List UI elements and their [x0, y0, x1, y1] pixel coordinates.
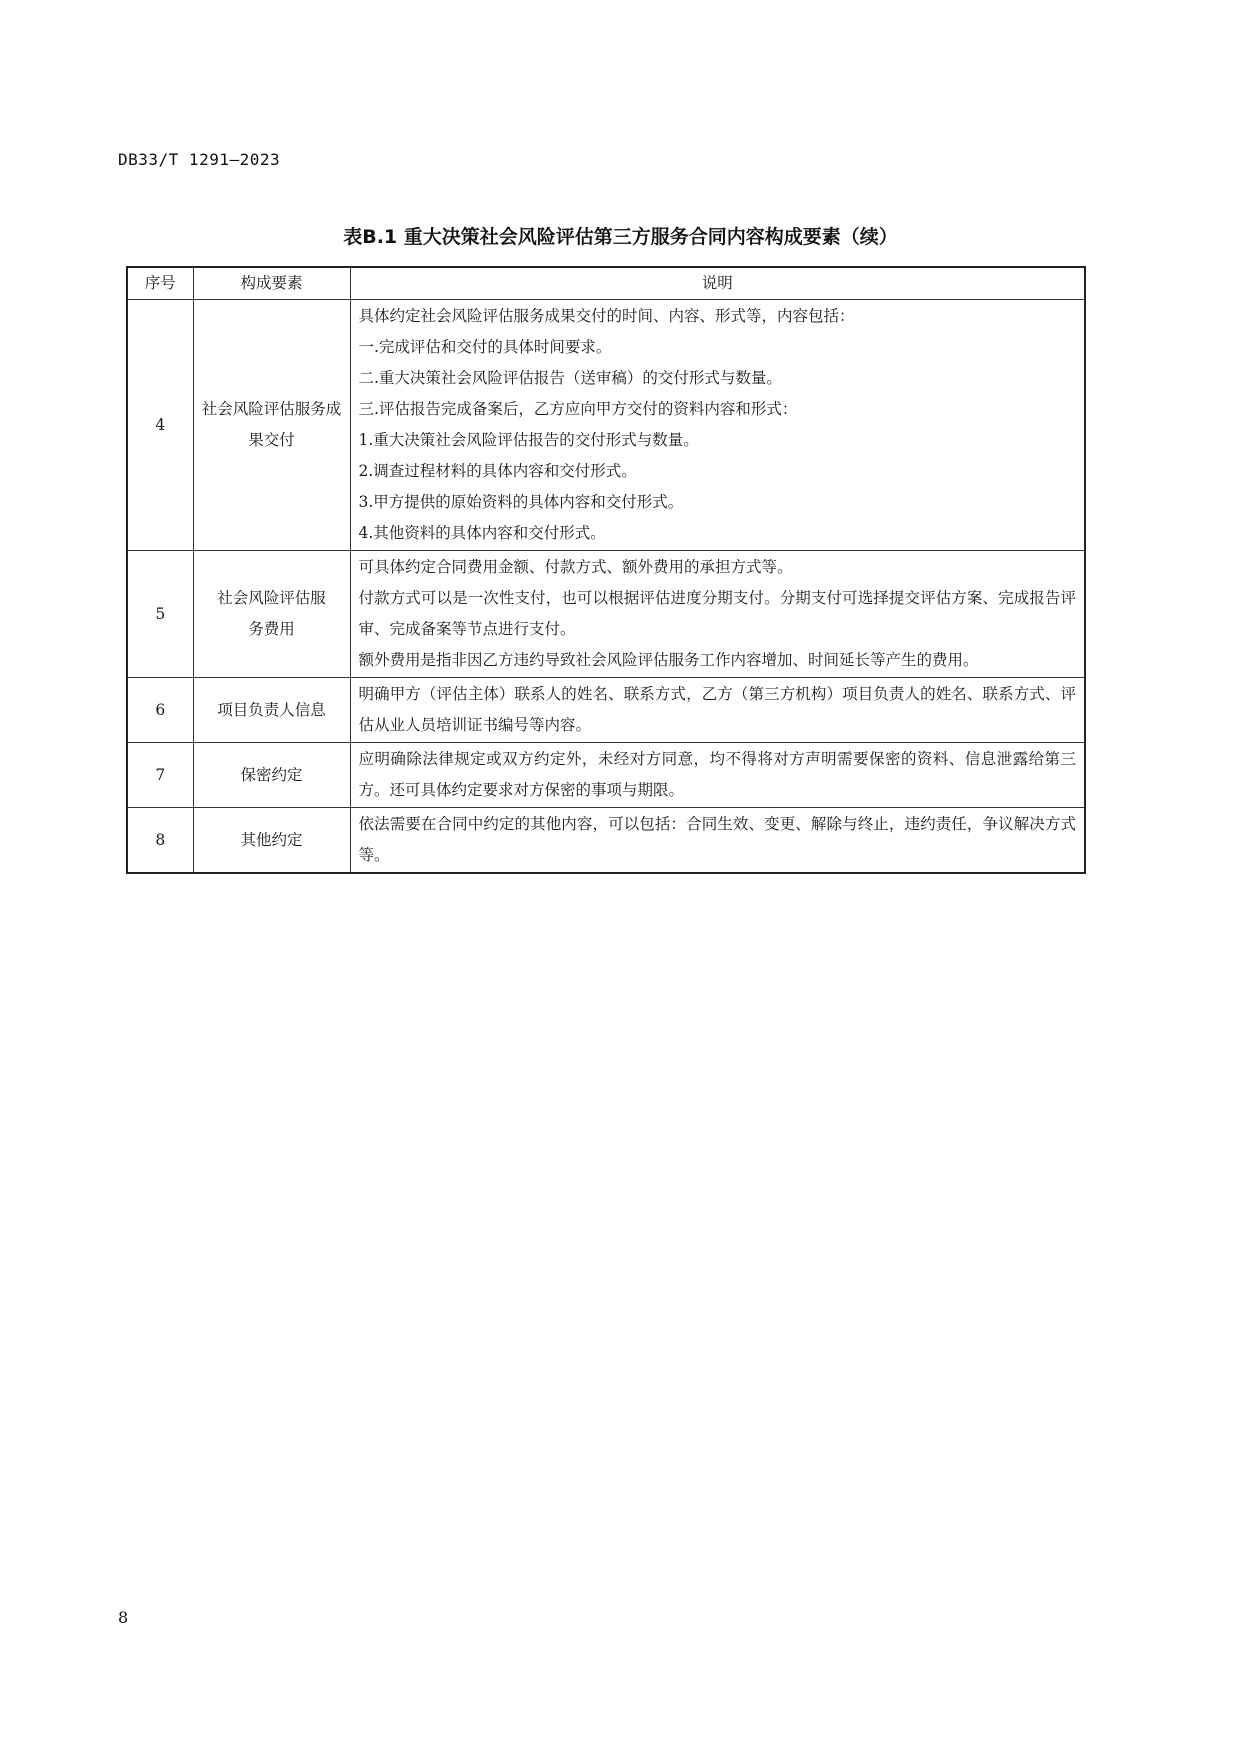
row-description: [350, 678, 1085, 743]
table-title: 表B.1 重大决策社会风险评估第三方服务合同内容构成要素（续）: [343, 226, 898, 248]
row-description: [350, 300, 1085, 551]
description-line: 三.评估报告完成备案后，乙方应向甲方交付的资料内容和形式：: [358, 400, 798, 418]
table-header-row: [127, 267, 1085, 300]
row-number: 6: [127, 678, 193, 743]
description-line: 付款方式可以是一次性支付，也可以根据评估进度分期支付。分期支付可选择提交评估方案、完成报告评审、完成备案等节点进行支付。: [358, 589, 1076, 638]
description-line: 2.调查过程材料的具体内容和交付形式。: [358, 462, 637, 480]
table-row: [127, 300, 1085, 551]
row-description: [350, 808, 1085, 874]
description-line: 依法需要在合同中约定的其他内容，可以包括：合同生效、变更、解除与终止，违约责任，争议解决方式等。: [358, 815, 1076, 864]
row-number: 4: [127, 300, 193, 551]
description-line: 3.甲方提供的原始资料的具体内容和交付形式。: [358, 493, 684, 511]
row-element: 社会风险评估服务费用: [193, 551, 350, 678]
description-line: 具体约定社会风险评估服务成果交付的时间、内容、形式等，内容包括：: [358, 307, 855, 325]
description-line: 可具体约定合同费用金额、付款方式、额外费用的承担方式等。: [358, 558, 793, 576]
table-row: [127, 743, 1085, 808]
row-element: 项目负责人信息: [193, 678, 350, 743]
description-line: 一.完成评估和交付的具体时间要求。: [358, 338, 612, 356]
table-row: [127, 808, 1085, 874]
row-element: 其他约定: [193, 808, 350, 874]
table-row: [127, 678, 1085, 743]
description-line: 应明确除法律规定或双方约定外，未经对方同意，均不得将对方声明需要保密的资料、信息泄露给第三方。还可具体约定要求对方保密的事项与期限。: [358, 750, 1076, 799]
row-number: 5: [127, 551, 193, 678]
row-element: 社会风险评估服务成果交付: [193, 300, 350, 551]
column-header-element: 构成要素: [193, 267, 350, 300]
row-description: [350, 551, 1085, 678]
page-number: 8: [118, 1608, 129, 1627]
row-element: 保密约定: [193, 743, 350, 808]
row-number: 7: [127, 743, 193, 808]
description-line: 1.重大决策社会风险评估报告的交付形式与数量。: [358, 431, 699, 449]
description-line: 明确甲方（评估主体）联系人的姓名、联系方式，乙方（第三方机构）项目负责人的姓名、联系方式、评估从业人员培训证书编号等内容。: [358, 685, 1076, 734]
column-header-number: 序号: [127, 267, 193, 300]
contract-elements-table: [126, 266, 1086, 874]
description-line: 额外费用是指非因乙方违约导致社会风险评估服务工作内容增加、时间延长等产生的费用。: [358, 651, 979, 669]
table-row: [127, 551, 1085, 678]
description-line: 4.其他资料的具体内容和交付形式。: [358, 524, 606, 542]
column-header-description: 说明: [350, 267, 1085, 300]
row-description: [350, 743, 1085, 808]
row-number: 8: [127, 808, 193, 874]
document-code: DB33/T 1291—2023: [118, 150, 281, 169]
description-line: 二.重大决策社会风险评估报告（送审稿）的交付形式与数量。: [358, 369, 782, 387]
